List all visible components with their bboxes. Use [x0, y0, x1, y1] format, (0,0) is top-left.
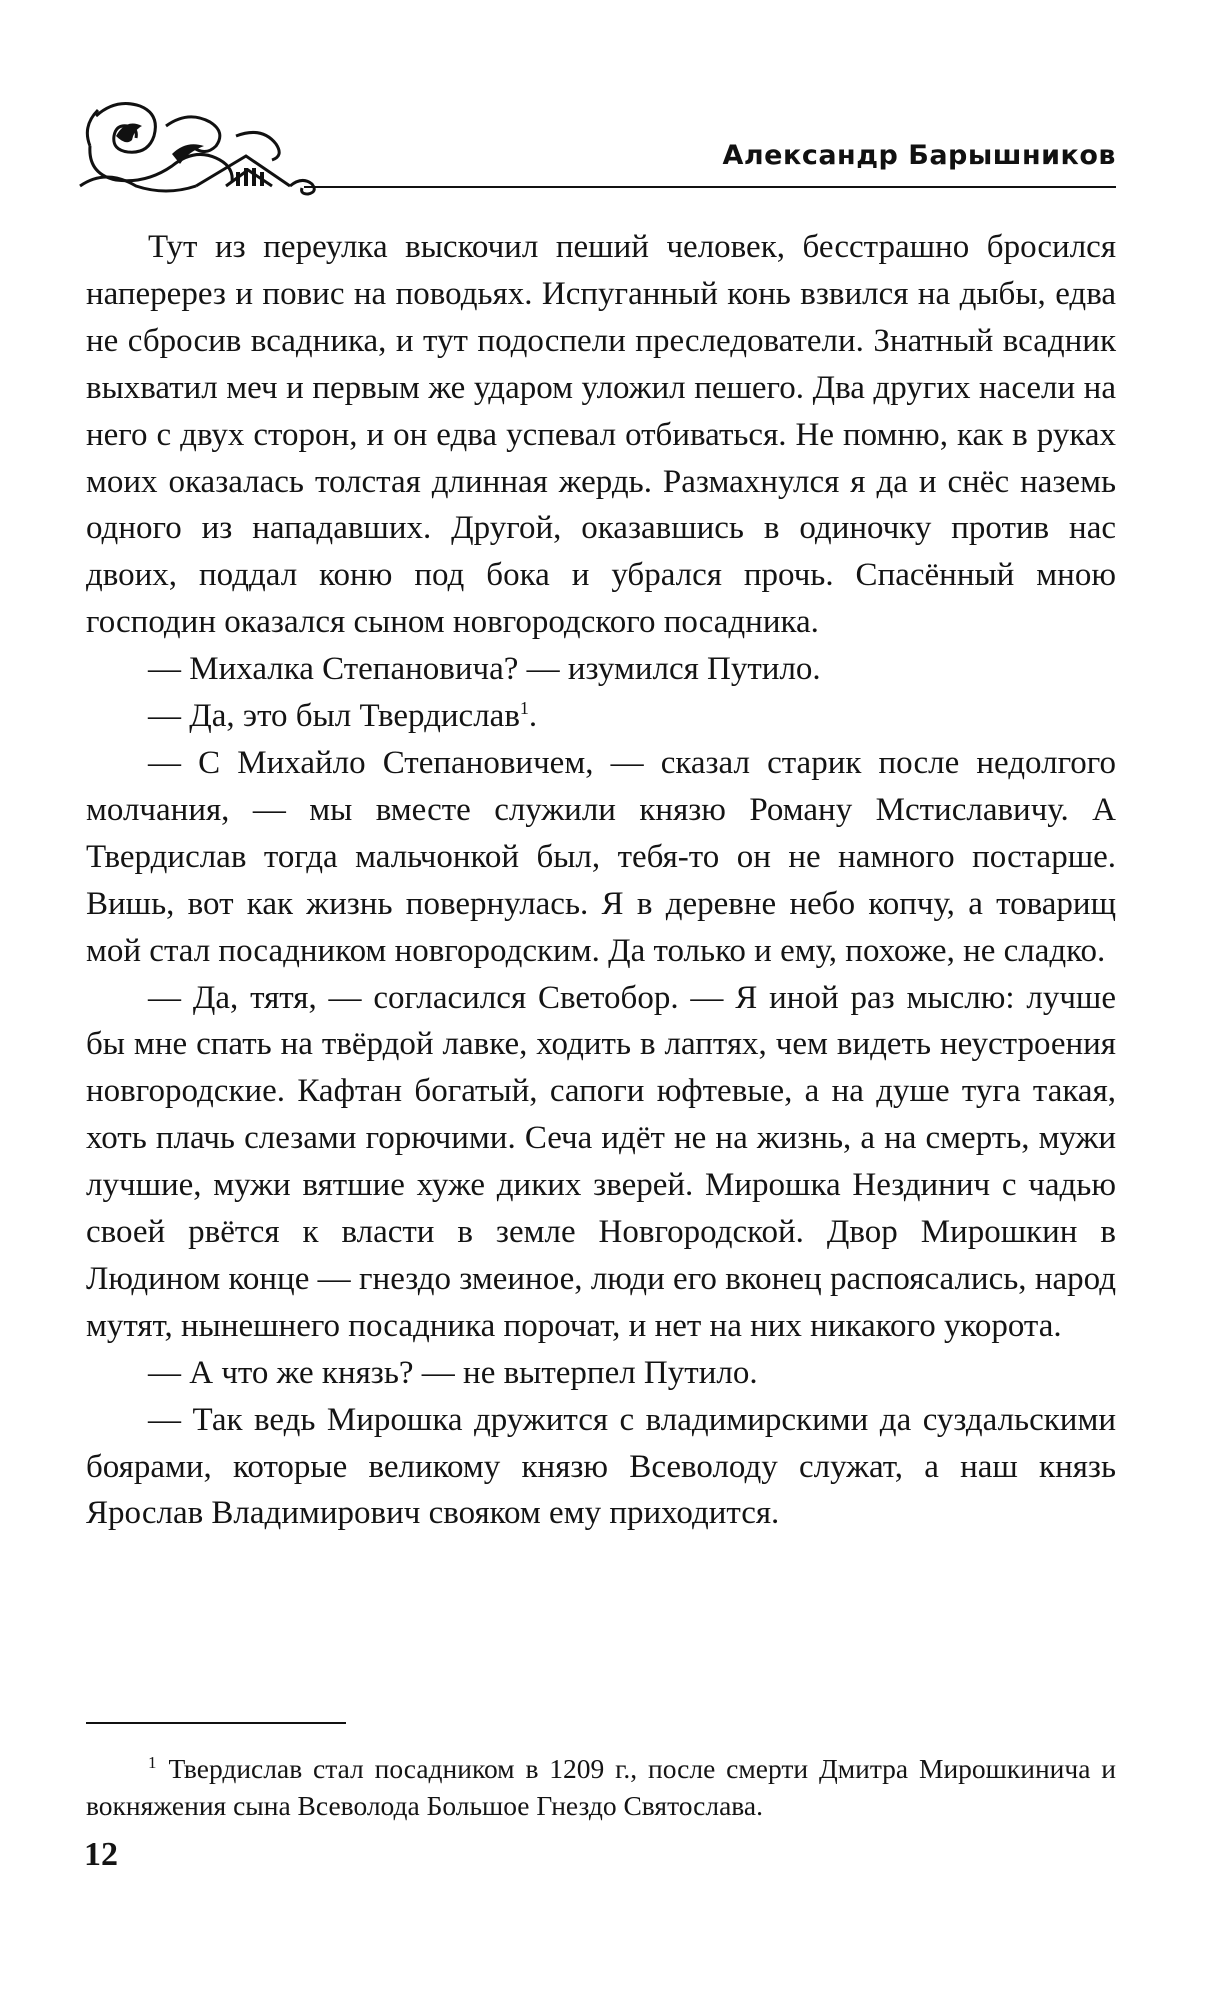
body-text [86, 224, 1116, 1537]
celtic-scroll-ornament-icon [76, 96, 336, 196]
paragraph: — С Михайло Степановичем, — сказал старик после недолгого молчания, — мы вместе служили князю Роману Мстиславичу. А Твердислав тогда мальчонкой был, тебя-то он не намного постарше. Вишь, вот как жизнь повернулась. Я в деревне небо копчу, а товарищ мой стал посадником новгородским. Да только и ему, похоже, не сладко. [86, 744, 1116, 969]
paragraph-text: — Да, это был Твердислав [148, 698, 520, 735]
footnote [86, 1750, 1116, 1824]
running-head-author: Александр Барышников [722, 140, 1116, 171]
page-header [76, 96, 1116, 196]
paragraph-with-footnote: — Да, это был Твердислав$^1$. [148, 698, 538, 735]
paragraph: — А что же князь? — не вытерпел Путило. [148, 1354, 758, 1391]
paragraph: — Да, тятя, — согласился Светобор. — Я иной раз мыслю: лучше бы мне спать на твёрдой лавке, ходить в лаптях, чем видеть неустроения новгородские. Кафтан богатый, сапоги юфтевые, а на душе туга такая, хоть плачь слезами горючими. Сеча идёт не на жизнь, а на смерть, мужи лучшие, мужи вятшие хуже диких зверей. Мирошка Нездинич с чадью своей рвётся к власти в земле Новгородской. Двор Мирошкин в Людином конце — гнездо змеиное, люди его вконец распоясались, народ мутят, нынешнего посадника порочат, и нет на них никакого укорота. [86, 979, 1116, 1344]
page-number: 12 [84, 1836, 118, 1873]
paragraph: Тут из переулка выскочил пеший человек, бесстрашно бросился наперерез и повис на поводьях. Испуганный конь взвился на дыбы, едва не сбросив всадника, и тут подоспели преследователи. Знатный всадник выхватил меч и первым же ударом уложил пешего. Два других насели на него с двух сторон, и он едва успевал отбиваться. Не помню, как в руках моих оказалась толстая длинная жердь. Размахнулся я да и снёс наземь одного из нападавших. Другой, оказавшись в одиночку против нас двоих, поддал коню под бока и убрался прочь. Спасённый мною господин оказался сыном новгородского посадника. [86, 229, 1116, 641]
footnote-text: Твердислав стал посадником в 1209 г., после смерти Дмитра Мирошкинича и вокняжения сына Всеволода Большое Гнездо Святослава. [86, 1753, 1116, 1821]
header-rule [304, 186, 1116, 188]
footnote-marker: 1 [148, 1752, 157, 1772]
paragraph: — Так ведь Мирошка дружится с владимирскими да суздальскими боярами, которые великому князю Всеволоду служат, а наш князь Ярослав Владимирович свояком ему приходится. [86, 1401, 1116, 1532]
footnote-reference[interactable]: 1 [519, 698, 529, 719]
paragraph: — Михалка Степановича? — изумился Путило. [148, 651, 821, 688]
footnote-rule [86, 1722, 346, 1724]
